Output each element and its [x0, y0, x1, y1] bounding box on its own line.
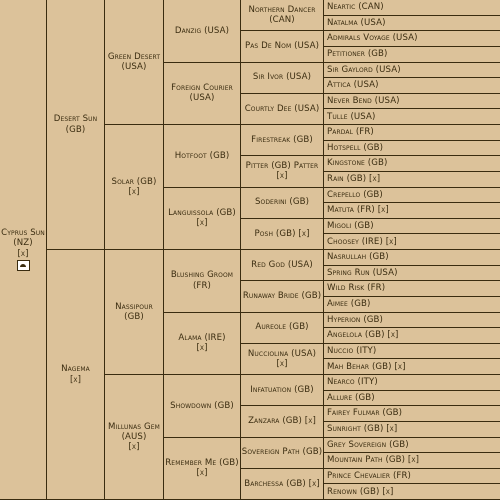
gen3-horse [163, 438, 240, 500]
gen3-name: Foreign Courier (USA) [171, 82, 233, 104]
camera-icon[interactable] [17, 260, 30, 271]
gen3-horse [163, 375, 240, 438]
gen5-horse [323, 375, 500, 391]
gen5-horse [323, 234, 500, 250]
gen5-horse [323, 281, 500, 297]
gen4-horse [240, 281, 323, 312]
gen2-tag: [x] [128, 187, 140, 197]
gen2-name: Green Desert (USA) [107, 51, 161, 72]
gen5-horse [323, 469, 500, 485]
gen5-name: Nearco (ITY) [327, 377, 378, 388]
gen4-name: Nucciolina (USA) [x] [247, 348, 317, 369]
gen5-name: Hotspell (GB) [327, 142, 384, 153]
gen2-name: Nassipour (GB) [115, 301, 153, 322]
gen3-name: Hotfoot (GB) [174, 150, 230, 161]
gen4-horse [240, 188, 323, 219]
gen4-name: Aureole (GB) [255, 322, 309, 333]
gen3-horse [163, 63, 240, 126]
gen5-name: Natalma (USA) [327, 17, 386, 28]
gen5-name: Matuta (FR) [x] [327, 205, 389, 216]
gen5-name: Prince Chevalier (FR) [327, 470, 411, 481]
subject-tag: [x] [17, 248, 29, 259]
gen2-tag: [x] [128, 442, 140, 453]
gen4-name: Red God (USA) [251, 259, 313, 270]
gen4-name: Soderini (GB) [254, 197, 310, 208]
gen1-name: Desert Sun (GB) [53, 114, 98, 135]
gen5-horse [323, 219, 500, 235]
gen5-horse [323, 109, 500, 125]
gen5-horse [323, 63, 500, 79]
gen4-name: Pitter (GB) Patter [x] [245, 161, 319, 182]
gen5-horse [323, 78, 500, 94]
gen5-name: Migoli (GB) [327, 220, 374, 231]
gen5-horse [323, 328, 500, 344]
gen5-name: Hyperion (GB) [327, 314, 383, 325]
gen5-name: Mah Behar (GB) [x] [327, 361, 406, 372]
subject-origin: (NZ) [13, 238, 33, 249]
gen4-name: Sir Ivor (USA) [252, 72, 312, 83]
gen1-tag: [x] [69, 374, 82, 385]
gen1-horse [46, 0, 104, 250]
gen5-name: Sunright (GB) [x] [327, 424, 398, 435]
gen5-horse [323, 47, 500, 63]
gen5-name: Allure (GB) [327, 392, 375, 403]
gen4-name: Courtly Dee (USA) [244, 103, 320, 114]
gen2-name: Solar (GB) [111, 176, 157, 187]
gen4-horse [240, 250, 323, 281]
gen5-horse [323, 203, 500, 219]
gen4-horse [240, 469, 323, 500]
gen3-horse [163, 125, 240, 188]
gen4-name: Infatuation (GB) [250, 384, 314, 395]
gen4-horse [240, 406, 323, 437]
gen4-horse [240, 94, 323, 125]
gen2-name: Millunas Gem (AUS) [108, 421, 160, 442]
gen4-horse [240, 125, 323, 156]
gen4-horse [240, 375, 323, 406]
gen5-name: Aimee (GB) [327, 299, 371, 310]
gen5-name: Grey Sovereign (GB) [327, 439, 409, 450]
gen5-name: Renown (GB) [x] [327, 486, 394, 497]
gen5-name: Spring Run (USA) [327, 267, 398, 278]
gen4-name: Zanzara (GB) [x] [248, 416, 316, 427]
gen5-horse [323, 172, 500, 188]
gen4-horse [240, 31, 323, 62]
gen5-name: Neartic (CAN) [327, 2, 384, 13]
gen4-horse [240, 344, 323, 375]
gen5-name: Tulle (USA) [327, 111, 376, 122]
gen3-tag: [x] [196, 343, 208, 354]
gen5-horse [323, 344, 500, 360]
gen3-horse [163, 188, 240, 251]
gen5-horse [323, 453, 500, 469]
gen5-name: Rain (GB) [x] [327, 174, 381, 185]
gen3-horse [163, 0, 240, 63]
gen4-name: Posh (GB) [x] [254, 228, 310, 239]
gen5-horse [323, 297, 500, 313]
subject-horse [0, 0, 46, 500]
gen5-horse [323, 250, 500, 266]
gen1-name: Nagema [61, 364, 90, 375]
gen3-name: Remember Me (GB) [165, 457, 239, 468]
gen4-horse [240, 0, 323, 31]
gen5-horse [323, 141, 500, 157]
gen4-name: Northern Dancer (CAN) [248, 4, 316, 26]
gen5-horse [323, 422, 500, 438]
gen5-horse [323, 313, 500, 329]
gen4-horse [240, 156, 323, 187]
gen5-horse [323, 125, 500, 141]
gen5-name: Crepello (GB) [327, 189, 383, 200]
gen5-horse [323, 0, 500, 16]
gen3-name: Languissola (GB) [168, 207, 236, 218]
gen2-horse [104, 375, 163, 500]
gen4-name: Barchessa (GB) [x] [244, 478, 320, 489]
gen5-name: Mountain Path (GB) [x] [327, 455, 420, 466]
gen5-horse [323, 188, 500, 204]
gen3-tag: [x] [196, 218, 208, 229]
gen1-horse [46, 250, 104, 500]
gen5-name: Choosey (IRE) [x] [327, 236, 397, 247]
gen5-horse [323, 406, 500, 422]
gen5-name: Wild Risk (FR) [327, 283, 386, 294]
gen5-name: Nuccio (ITY) [327, 345, 377, 356]
gen5-name: Petitioner (GB) [327, 49, 388, 60]
gen5-horse [323, 391, 500, 407]
gen4-name: Sovereign Path (GB) [241, 447, 323, 458]
gen2-horse [104, 125, 163, 250]
gen4-horse [240, 63, 323, 94]
gen3-name: Alama (IRE) [178, 332, 226, 343]
gen2-horse [104, 0, 163, 125]
gen5-horse [323, 156, 500, 172]
gen4-horse [240, 219, 323, 250]
gen5-horse [323, 94, 500, 110]
gen5-name: Pardal (FR) [327, 127, 374, 138]
gen5-name: Sir Gaylord (USA) [327, 64, 401, 75]
gen2-horse [104, 250, 163, 375]
gen5-name: Never Bend (USA) [327, 95, 400, 106]
gen3-horse [163, 313, 240, 376]
gen5-name: Nasrullah (GB) [327, 252, 389, 263]
gen5-name: Fairey Fulmar (GB) [327, 408, 403, 419]
gen5-horse [323, 31, 500, 47]
gen5-horse [323, 16, 500, 32]
gen5-horse [323, 438, 500, 454]
gen5-name: Admirals Voyage (USA) [327, 33, 418, 44]
gen3-tag: [x] [196, 468, 208, 479]
gen5-name: Kingstone (GB) [327, 158, 388, 169]
gen3-name: Showdown (GB) [170, 400, 234, 411]
gen5-horse [323, 266, 500, 282]
gen5-horse [323, 359, 500, 375]
gen5-name: Angelola (GB) [x] [327, 330, 399, 341]
gen3-horse [163, 250, 240, 313]
gen4-name: Runaway Bride (GB) [242, 291, 322, 302]
subject-name: Cyprus Sun [1, 228, 45, 239]
gen3-name: Blushing Groom (FR) [170, 270, 234, 291]
gen5-horse [323, 484, 500, 500]
gen4-name: Firestreak (GB) [251, 134, 313, 145]
gen4-horse [240, 438, 323, 469]
gen3-name: Danzig (USA) [174, 25, 230, 36]
gen4-horse [240, 313, 323, 344]
gen5-name: Attica (USA) [327, 80, 379, 91]
gen4-name: Pas De Nom (USA) [244, 41, 320, 52]
